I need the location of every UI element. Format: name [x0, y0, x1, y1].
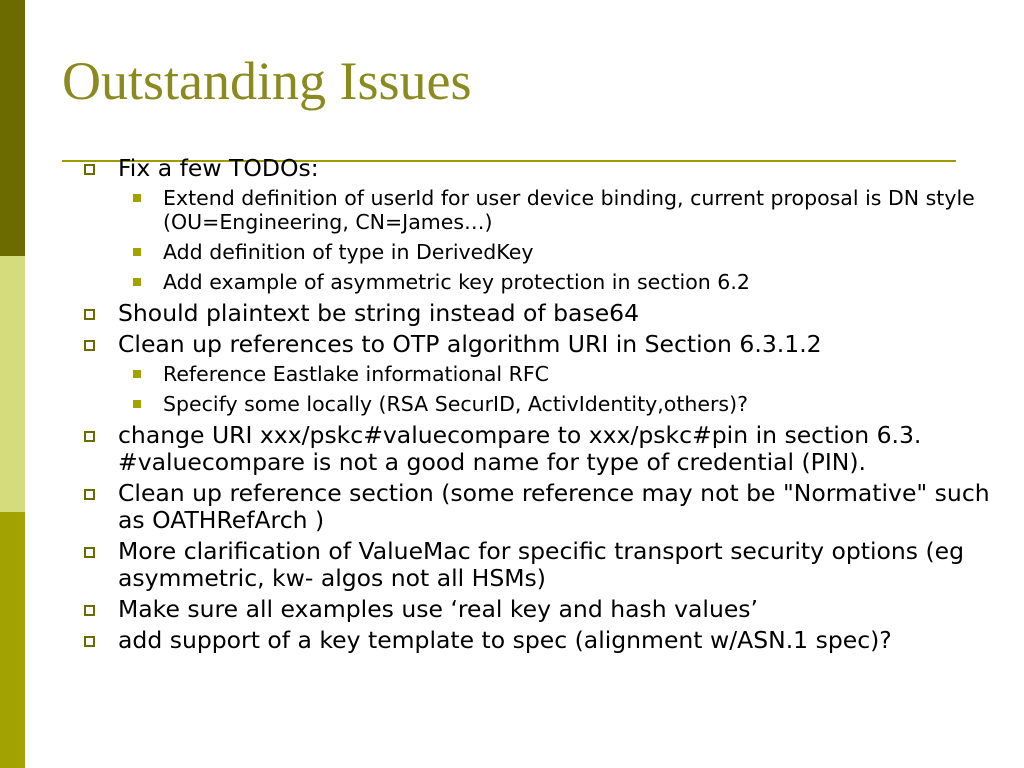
bullet-text: add support of a key template to spec (alignment w/ASN.1 spec)? [118, 626, 892, 654]
filled-square-bullet-icon [133, 194, 141, 202]
bullet-text: Fix a few TODOs: [118, 154, 319, 182]
sub-bullet-list [118, 362, 1000, 416]
sub-bullet-item [118, 362, 1000, 386]
hollow-square-bullet-icon [84, 164, 95, 175]
bullet-text: change URI xxx/pskc#valuecompare to xxx/pskc#pin in section 6.3. #valuecompare is not a good name for type of credential (PIN). [118, 421, 922, 476]
sub-bullet-text: Extend definition of userId for user device binding, current proposal is DN style (OU=Engineering, CN=James…) [163, 186, 975, 234]
bullet-text: More clarification of ValueMac for specific transport security options (eg asymmetric, kw- algos not all HSMs) [118, 537, 965, 592]
bullet-text: Clean up reference section (some reference may not be "Normative" such as OATHRefArch ) [118, 479, 990, 534]
hollow-square-bullet-icon [84, 489, 95, 500]
sub-bullet-item [118, 240, 1000, 264]
bullet-item [80, 331, 1000, 416]
hollow-square-bullet-icon [84, 340, 95, 351]
bullet-item [80, 480, 1000, 534]
hollow-square-bullet-icon [84, 605, 95, 616]
slide-title: Outstanding Issues [62, 51, 472, 111]
sub-bullet-list [118, 186, 1000, 294]
sub-bullet-item [118, 392, 1000, 416]
filled-square-bullet-icon [133, 248, 141, 256]
bullet-text: Clean up references to OTP algorithm URI in Section 6.3.1.2 [118, 330, 822, 358]
sub-bullet-item [118, 186, 1000, 234]
hollow-square-bullet-icon [84, 309, 95, 320]
hollow-square-bullet-icon [84, 431, 95, 442]
bullet-item [80, 627, 1000, 654]
bullet-list [80, 155, 1000, 658]
bullet-item [80, 422, 1000, 476]
sub-bullet-item [118, 270, 1000, 294]
bullet-text: Make sure all examples use ‘real key and hash values’ [118, 595, 759, 623]
decorative-bar-top [0, 0, 25, 256]
hollow-square-bullet-icon [84, 636, 95, 647]
bullet-item [80, 596, 1000, 623]
decorative-bar-bottom [0, 512, 25, 768]
sub-bullet-text: Specify some locally (RSA SecurID, ActivIdentity,others)? [163, 392, 748, 416]
bullet-text: Should plaintext be string instead of base64 [118, 299, 640, 327]
decorative-bar-middle [0, 256, 25, 512]
sub-bullet-text: Add definition of type in DerivedKey [163, 240, 534, 264]
sub-bullet-text: Reference Eastlake informational RFC [163, 362, 549, 386]
bullet-item [80, 300, 1000, 327]
filled-square-bullet-icon [133, 400, 141, 408]
filled-square-bullet-icon [133, 370, 141, 378]
hollow-square-bullet-icon [84, 547, 95, 558]
sub-bullet-text: Add example of asymmetric key protection in section 6.2 [163, 270, 750, 294]
bullet-item [80, 155, 1000, 294]
filled-square-bullet-icon [133, 278, 141, 286]
bullet-item [80, 538, 1000, 592]
